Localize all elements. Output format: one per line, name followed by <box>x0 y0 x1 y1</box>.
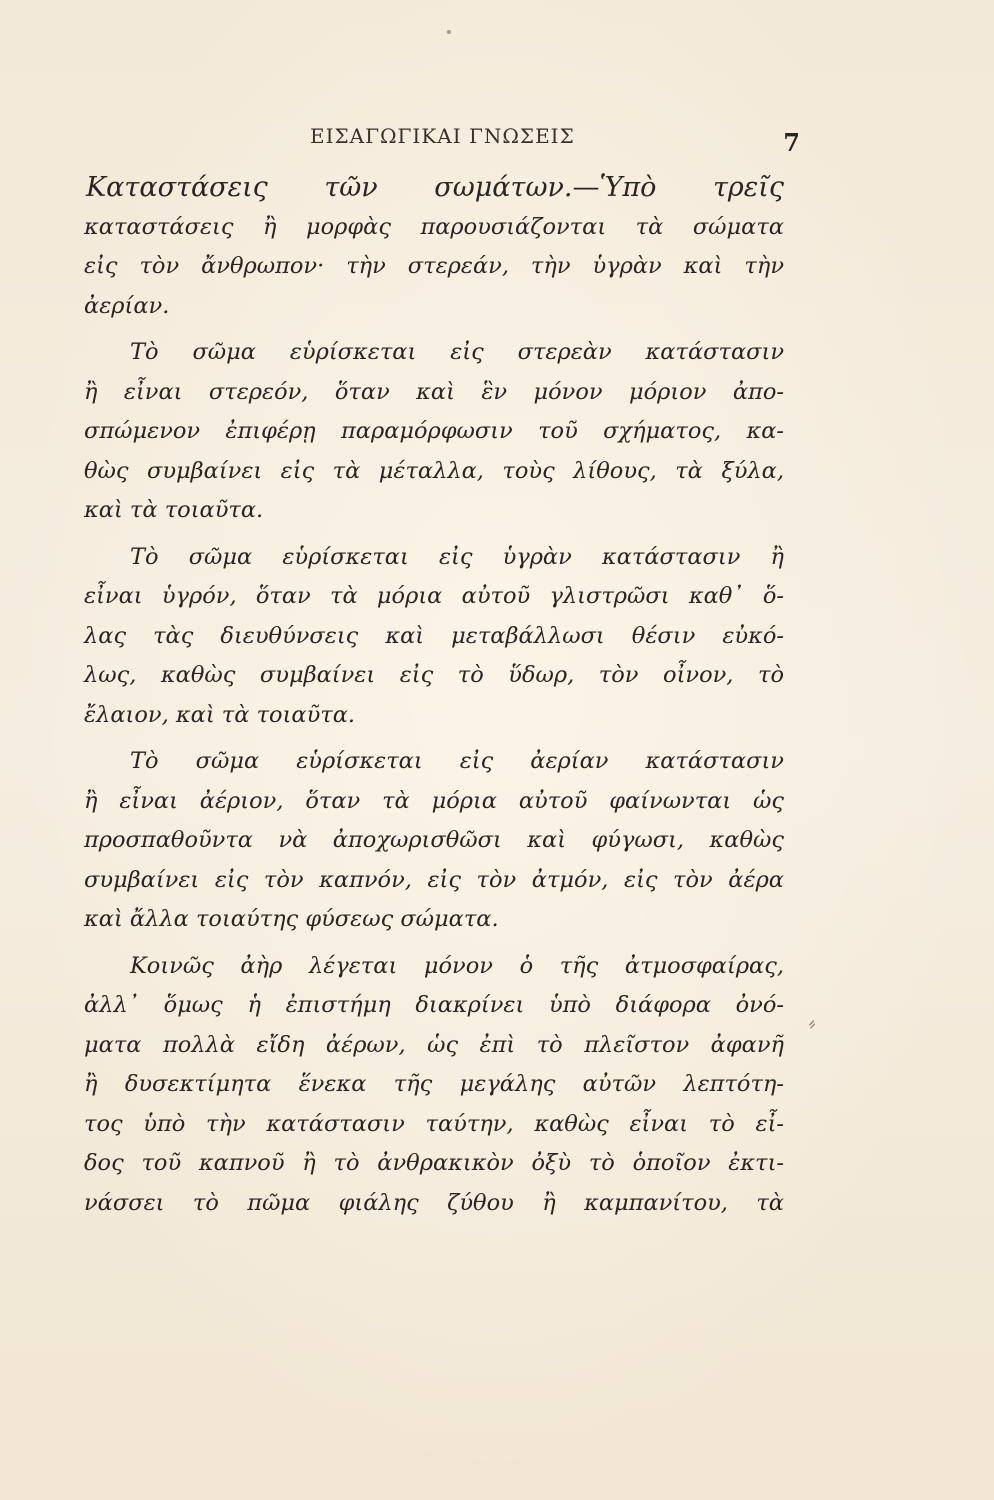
text-line: ἀερίαν. <box>84 292 170 319</box>
text-line: ἀλλ᾽ ὅμως ἡ ἐπιστήμη διακρίνει ὑπὸ διάφορα ὀνό- <box>84 992 784 1018</box>
text-line: Τὸ σῶμα εὑρίσκεται εἰς ὑγρὰν κατάστασιν ἢ <box>130 543 784 570</box>
paragraph <box>84 538 784 736</box>
text-line: εἶναι ὑγρόν, ὅταν τὰ μόρια αὐτοῦ γλιστρῶσι καθ᾽ ὅ- <box>84 583 784 609</box>
text-line: καὶ ἄλλα τοιαύτης φύσεως σώματα. <box>84 906 499 932</box>
text-line: λως, καθὼς συμβαίνει εἰς τὸ ὕδωρ, τὸν οἶνον, τὸ <box>84 662 784 688</box>
text-line: εἰς τὸν ἄνθρωπον· τὴν στερεάν, τὴν ὑγρὰν καὶ τὴν <box>84 253 784 279</box>
ink-speck <box>447 30 451 34</box>
text-line: ἢ εἶναι ἀέριον, ὅταν τὰ μόρια αὐτοῦ φαίνωνται ὡς <box>84 787 784 814</box>
text-line: θὼς συμβαίνει εἰς τὰ μέταλλα, τοὺς λίθους, τὰ ξύλα, <box>84 457 784 484</box>
text-line: Τὸ σῶμα εὑρίσκεται εἰς στερεὰν κατάστασιν <box>130 339 784 365</box>
text-line: ματα πολλὰ εἴδη ἀέρων, ὡς ἐπὶ τὸ πλεῖστον ἀφανῆ <box>84 1031 784 1058</box>
text-line: ἢ δυσεκτίμητα ἕνεκα τῆς μεγάλης αὐτῶν λεπτότη- <box>84 1071 784 1097</box>
text-line: τος ὑπὸ τὴν κατάστασιν ταύτην, καθὼς εἶναι τὸ εἶ- <box>84 1110 784 1137</box>
paragraph <box>84 168 784 326</box>
paragraph <box>84 742 784 940</box>
page-header <box>80 124 800 164</box>
text-line: προσπαθοῦντα νὰ ἀποχωρισθῶσι καὶ φύγωσι, καθὼς <box>84 827 784 853</box>
text-line: ἔλαιον, καὶ τὰ τοιαῦτα. <box>84 701 356 728</box>
text-line: Κοινῶς ἀὴρ λέγεται μόνον ὁ τῆς ἀτμοσφαίρας, <box>130 952 784 979</box>
paragraph <box>84 947 784 1224</box>
text-line: καταστάσεις ἢ μορφὰς παρουσιάζονται τὰ σώματα <box>84 213 784 240</box>
body-text <box>84 168 784 1223</box>
text-line: ἢ εἶναι στερεόν, ὅταν καὶ ἓν μόνον μόριον ἀπο- <box>84 378 784 405</box>
page-number: 7 <box>783 128 800 157</box>
text-line: καὶ τὰ τοιαῦτα. <box>84 497 264 523</box>
text-line: Καταστάσεις τῶν σωμάτων.—Ὑπὸ τρεῖς <box>86 172 784 203</box>
text-line: λας τὰς διευθύνσεις καὶ μεταβάλλωσι θέσιν εὐκό- <box>84 622 784 649</box>
paragraph <box>84 333 784 531</box>
running-title: ΕΙΣΑΓΩΓΙΚΑΙ ΓΝΩΣΕΙΣ <box>310 124 575 148</box>
text-line: δος τοῦ καπνοῦ ἢ τὸ ἀνθρακικὸν ὀξὺ τὸ ὁποῖον ἐκτι- <box>84 1150 784 1176</box>
margin-pencil-mark: ⸗ <box>804 1010 820 1037</box>
text-line: συμβαίνει εἰς τὸν καπνόν, εἰς τὸν ἀτμόν, εἰς τὸν ἀέρα <box>84 866 784 893</box>
text-line: Τὸ σῶμα εὑρίσκεται εἰς ἀερίαν κατάστασιν <box>130 748 784 774</box>
text-line: σπώμενον ἐπιφέρῃ παραμόρφωσιν τοῦ σχήματος, κα- <box>84 418 784 444</box>
text-line: νάσσει τὸ πῶμα φιάλης ζύθου ἢ καμπανίτου, τὰ <box>84 1189 784 1216</box>
